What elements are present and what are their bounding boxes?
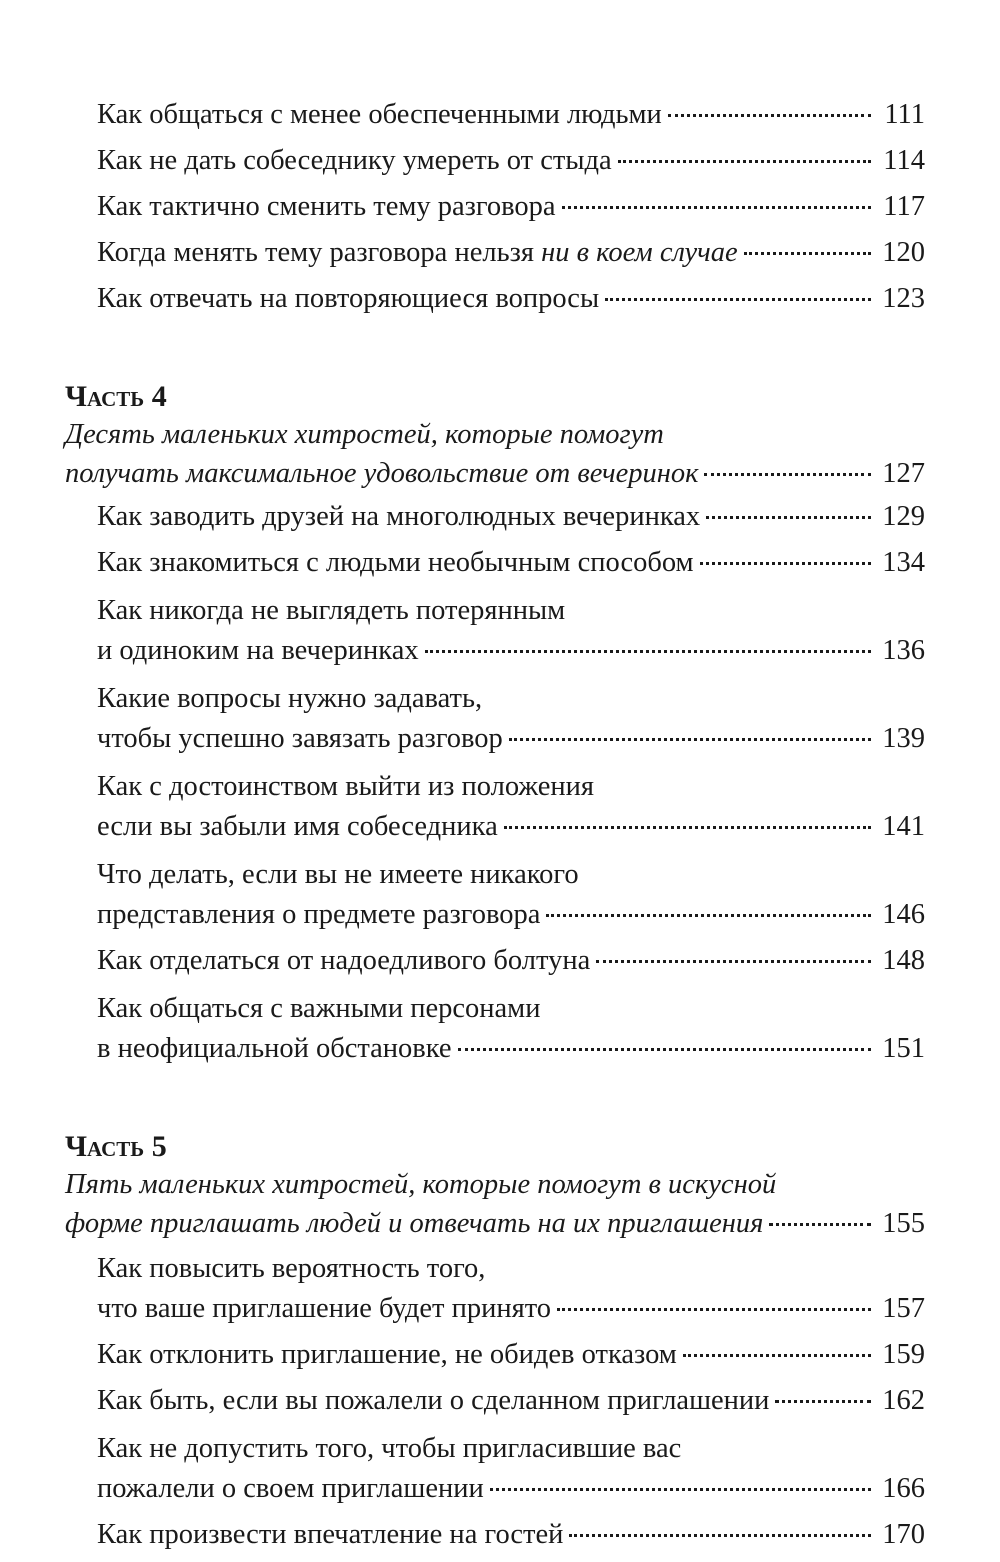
entry-title: Как отделаться от надоедливого болтуна (97, 945, 591, 976)
part-subtitle[interactable] (65, 1166, 925, 1244)
leader-dots (704, 472, 871, 476)
leader-dots (769, 1222, 871, 1226)
leader-dots (668, 113, 871, 117)
leader-dots (706, 515, 871, 519)
part-title-text: Часть 4 (65, 380, 167, 413)
entry-title-line2: и одиноким на вечеринках (97, 635, 419, 666)
entry-title-line1: Как не допустить того, чтобы пригласившие вас (97, 1433, 682, 1464)
entry-title: Как заводить друзей на многолюдных вечеринках (97, 501, 701, 532)
entry-title-line1: Как никогда не выглядеть потерянным (97, 595, 566, 626)
leader-dots (744, 251, 871, 255)
leader-dots (504, 825, 871, 829)
entry-title-line1: Какие вопросы нужно задавать, (97, 683, 483, 714)
part-subtitle-line2: форме приглашать людей и отвечать на их приглашения (65, 1208, 764, 1239)
entry-title: Как знакомиться с людьми необычным способом (97, 547, 694, 578)
page-number: 162 (882, 1385, 925, 1416)
leader-dots (775, 1399, 871, 1403)
entry-title-line1: Что делать, если вы не имеете никакого (97, 859, 579, 890)
toc-entry[interactable] (65, 1432, 925, 1512)
part-title[interactable] (65, 380, 925, 414)
page-number: 134 (882, 547, 925, 578)
page-number: 111 (884, 99, 925, 130)
page-number: 114 (883, 145, 925, 176)
entry-title: Как общаться с менее обеспеченными людьми (97, 99, 662, 130)
toc-entry[interactable] (65, 1512, 925, 1558)
toc-entry[interactable] (65, 1332, 925, 1378)
page-number: 148 (882, 945, 925, 976)
page-number: 139 (882, 723, 925, 754)
entry-title-italic: ни в коем случае (541, 237, 738, 268)
leader-dots (562, 205, 871, 209)
leader-dots (618, 159, 871, 163)
entry-title: Как произвести впечатление на гостей (97, 1519, 564, 1550)
page-number: 136 (882, 635, 925, 666)
leader-dots (425, 649, 871, 653)
leader-dots (458, 1047, 871, 1051)
entry-title-line1: Как повысить вероятность того, (97, 1253, 486, 1284)
leader-dots (605, 297, 871, 301)
entry-title-line1: Как с достоинством выйти из положения (97, 771, 594, 802)
toc-entry[interactable] (65, 992, 925, 1072)
part-subtitle[interactable] (65, 416, 925, 494)
entry-title-line2: чтобы успешно завязать разговор (97, 723, 503, 754)
entry-title: Как отклонить приглашение, не обидев отказом (97, 1339, 677, 1370)
entry-title-line2: пожалели о своем приглашении (97, 1473, 484, 1504)
page-number: 157 (882, 1293, 925, 1324)
toc-entry[interactable] (65, 770, 925, 850)
page-number: 159 (882, 1339, 925, 1370)
part-title-text: Часть 5 (65, 1130, 167, 1163)
entry-title: Как не дать собеседнику умереть от стыда (97, 145, 612, 176)
toc-entry[interactable] (65, 184, 925, 230)
leader-dots (596, 959, 871, 963)
toc-entry[interactable] (65, 858, 925, 938)
part-subtitle-line2: получать максимальное удовольствие от вечеринок (65, 458, 699, 489)
toc-entry[interactable] (65, 494, 925, 540)
toc-entry[interactable] (65, 540, 925, 586)
leader-dots (557, 1307, 871, 1311)
page-number: 151 (882, 1033, 925, 1064)
page-number: 170 (882, 1519, 925, 1550)
entry-title-line2: в неофициальной обстановке (97, 1033, 452, 1064)
page-number: 117 (883, 191, 925, 222)
toc-entry[interactable] (65, 682, 925, 762)
leader-dots (569, 1533, 871, 1537)
page-number: 129 (882, 501, 925, 532)
page-number: 146 (882, 899, 925, 930)
page-number: 127 (882, 458, 925, 489)
part-4 (65, 380, 925, 1072)
leader-dots (509, 737, 871, 741)
toc-entry[interactable] (65, 1252, 925, 1332)
entry-title-line2: представления о предмете разговора (97, 899, 541, 930)
entry-title-line1: Как общаться с важными персонами (97, 993, 541, 1024)
entry-title-line2: что ваше приглашение будет принято (97, 1293, 552, 1324)
toc-entry[interactable] (65, 1378, 925, 1424)
part-5 (65, 1130, 925, 1558)
entry-title (97, 230, 738, 276)
entry-title: Как тактично сменить тему разговора (97, 191, 556, 222)
toc-entry[interactable] (65, 230, 925, 276)
page-number: 120 (882, 237, 925, 268)
part-subtitle-line1: Десять маленьких хитростей, которые помогут (65, 419, 664, 450)
part-subtitle-line1: Пять маленьких хитростей, которые помогут в искусной (65, 1169, 777, 1200)
page-number: 141 (882, 811, 925, 842)
page-number: 155 (882, 1208, 925, 1239)
toc-entry[interactable] (65, 92, 925, 138)
entry-title-line2: если вы забыли имя собеседника (97, 811, 498, 842)
part-title[interactable] (65, 1130, 925, 1164)
toc-entry[interactable] (65, 138, 925, 184)
page-number: 123 (882, 283, 925, 314)
entry-title-plain: Когда менять тему разговора нельзя (97, 237, 542, 268)
leader-dots (546, 913, 871, 917)
toc-entry[interactable] (65, 938, 925, 984)
leader-dots (683, 1353, 871, 1357)
page-number: 166 (882, 1473, 925, 1504)
toc-entry[interactable] (65, 594, 925, 674)
table-of-contents (65, 92, 925, 1558)
entry-title: Как отвечать на повторяющиеся вопросы (97, 283, 600, 314)
entry-title: Как быть, если вы пожалели о сделанном приглашении (97, 1385, 770, 1416)
toc-entry[interactable] (65, 276, 925, 322)
leader-dots (700, 561, 871, 565)
leader-dots (490, 1487, 871, 1491)
